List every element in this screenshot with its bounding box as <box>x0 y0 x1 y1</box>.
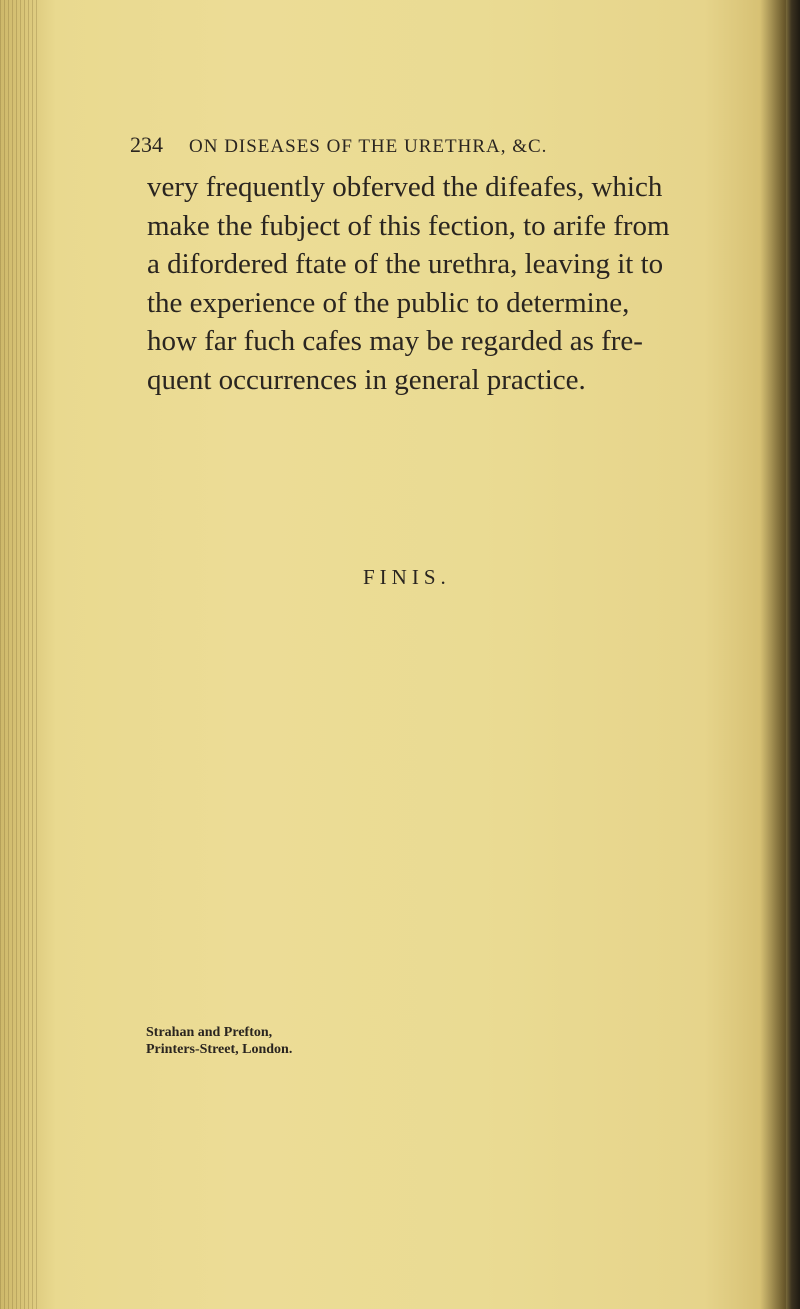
finis-label: FINIS. <box>363 565 451 589</box>
text-line: a difordered ftate of the urethra, leaving it to <box>147 248 664 280</box>
text-line: very frequently obferved the difeafes, which <box>147 171 663 203</box>
printer-imprint <box>146 1024 446 1058</box>
text-line: make the fubject of this fection, to arife from <box>147 209 670 242</box>
body-text <box>147 168 717 399</box>
page-header <box>130 132 650 168</box>
page-edge-left <box>0 0 40 1309</box>
running-title: ON DISEASES OF THE URETHRA, &C. <box>189 136 548 157</box>
text-line: quent occurrences in general practice. <box>147 363 586 396</box>
text-line: the experience of the public to determine, <box>147 286 630 319</box>
page-number: 234 <box>130 132 163 157</box>
page-edge-right <box>786 0 800 1309</box>
text-line: how far fuch cafes may be regarded as fre- <box>147 325 643 357</box>
imprint-line: Printers-Street, London. <box>146 1042 293 1057</box>
imprint-line: Strahan and Prefton, <box>146 1025 273 1040</box>
